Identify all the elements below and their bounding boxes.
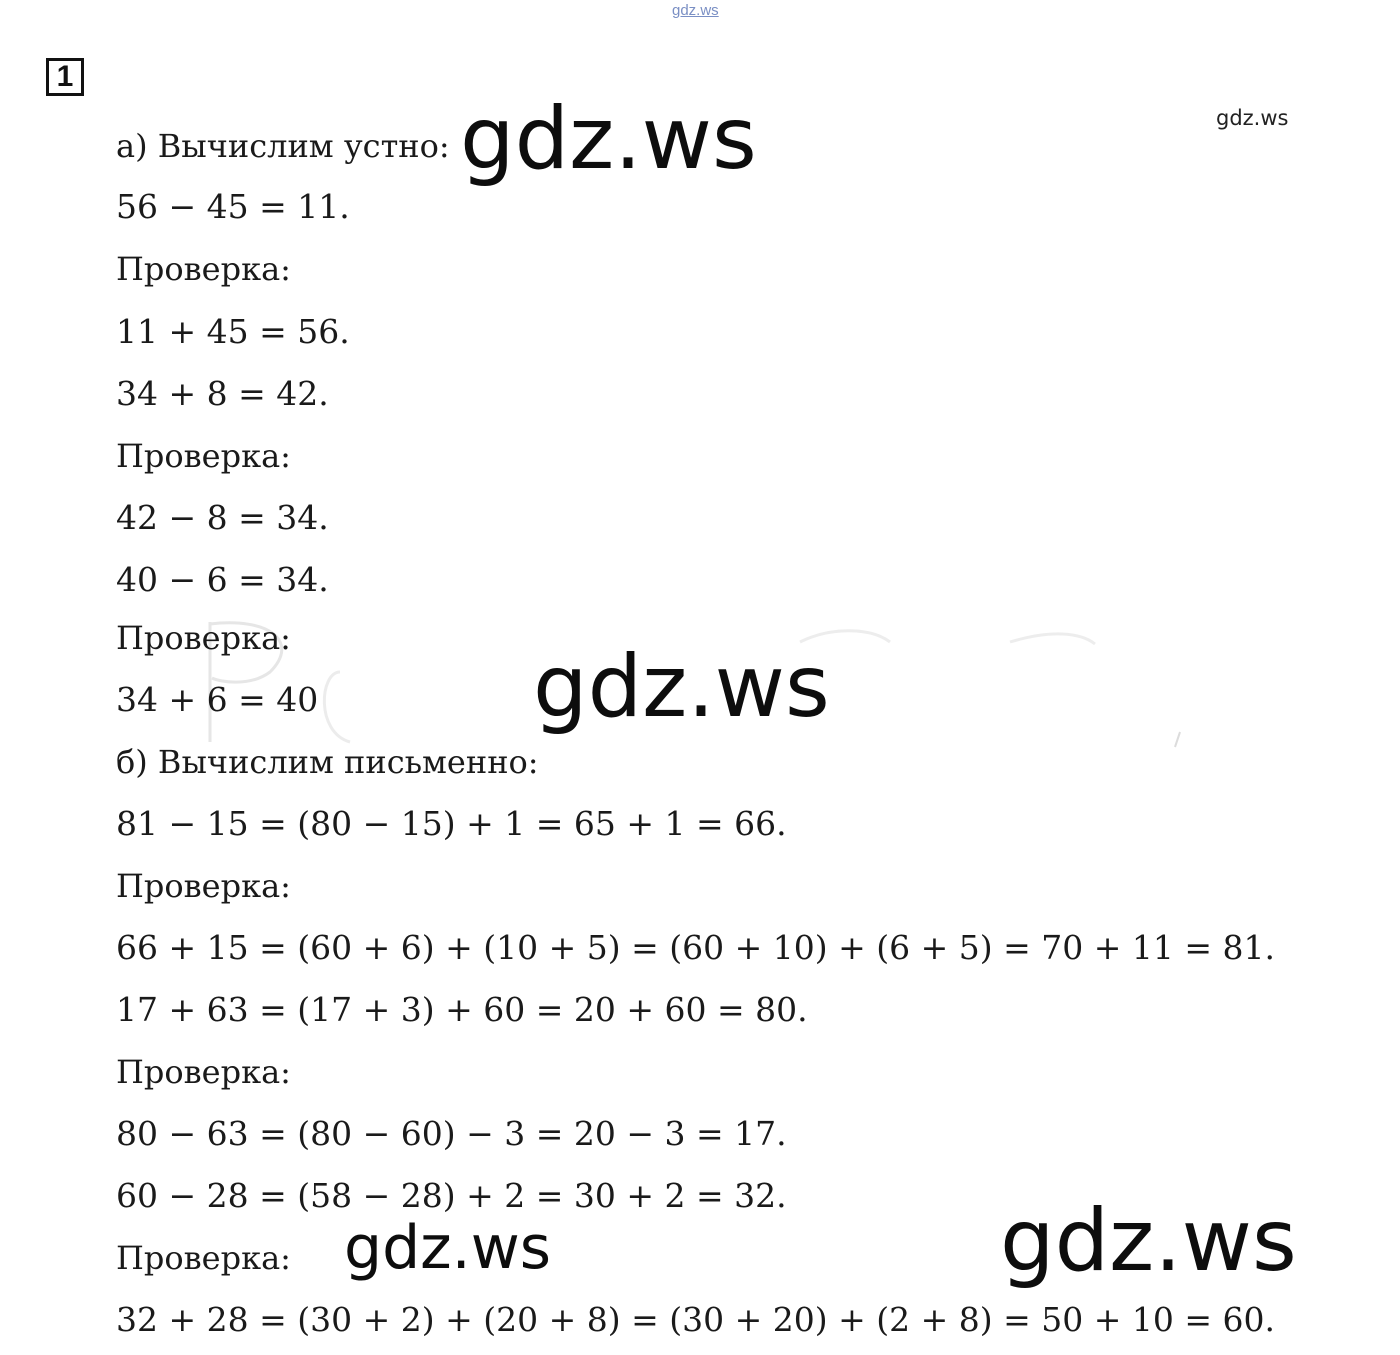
- equation-line: 40 − 6 = 34.: [116, 560, 329, 599]
- equation-line: 34 + 8 = 42.: [116, 374, 329, 413]
- check-label: Проверка:: [116, 867, 291, 905]
- equation-line: 80 − 63 = (80 − 60) − 3 = 20 − 3 = 17.: [116, 1114, 787, 1153]
- check-label: Проверка:: [116, 619, 291, 657]
- equation-line: 60 − 28 = (58 − 28) + 2 = 30 + 2 = 32.: [116, 1176, 787, 1215]
- equation-line: 11 + 45 = 56.: [116, 312, 350, 351]
- check-label: Проверка:: [116, 250, 291, 288]
- watermark-top: gdz.ws: [672, 2, 719, 19]
- equation-line: 81 − 15 = (80 − 15) + 1 = 65 + 1 = 66.: [116, 804, 787, 843]
- check-label: Проверка:: [116, 1053, 291, 1091]
- check-label: Проверка:: [116, 1239, 291, 1277]
- watermark-middle: gdz.ws: [533, 637, 830, 737]
- equation-line: 56 − 45 = 11.: [116, 187, 350, 226]
- section-a-heading: а) Вычислим устно:: [116, 127, 450, 165]
- watermark-bottom-mid: gdz.ws: [344, 1213, 552, 1283]
- task-number-box: 1: [46, 58, 84, 96]
- watermark-bottom-right: gdz.ws: [1000, 1191, 1297, 1291]
- equation-line: 34 + 6 = 40: [116, 680, 319, 719]
- watermark-header: gdz.ws: [460, 89, 757, 189]
- equation-line: 32 + 28 = (30 + 2) + (20 + 8) = (30 + 20) + (2 + 8) = 50 + 10 = 60.: [116, 1300, 1275, 1339]
- equation-line: 17 + 63 = (17 + 3) + 60 = 20 + 60 = 80.: [116, 990, 808, 1029]
- section-b-heading: б) Вычислим письменно:: [116, 743, 539, 781]
- watermark-header-small: gdz.ws: [1216, 106, 1289, 130]
- equation-line: 66 + 15 = (60 + 6) + (10 + 5) = (60 + 10) + (6 + 5) = 70 + 11 = 81.: [116, 928, 1275, 967]
- check-label: Проверка:: [116, 437, 291, 475]
- equation-line: 42 − 8 = 34.: [116, 498, 329, 537]
